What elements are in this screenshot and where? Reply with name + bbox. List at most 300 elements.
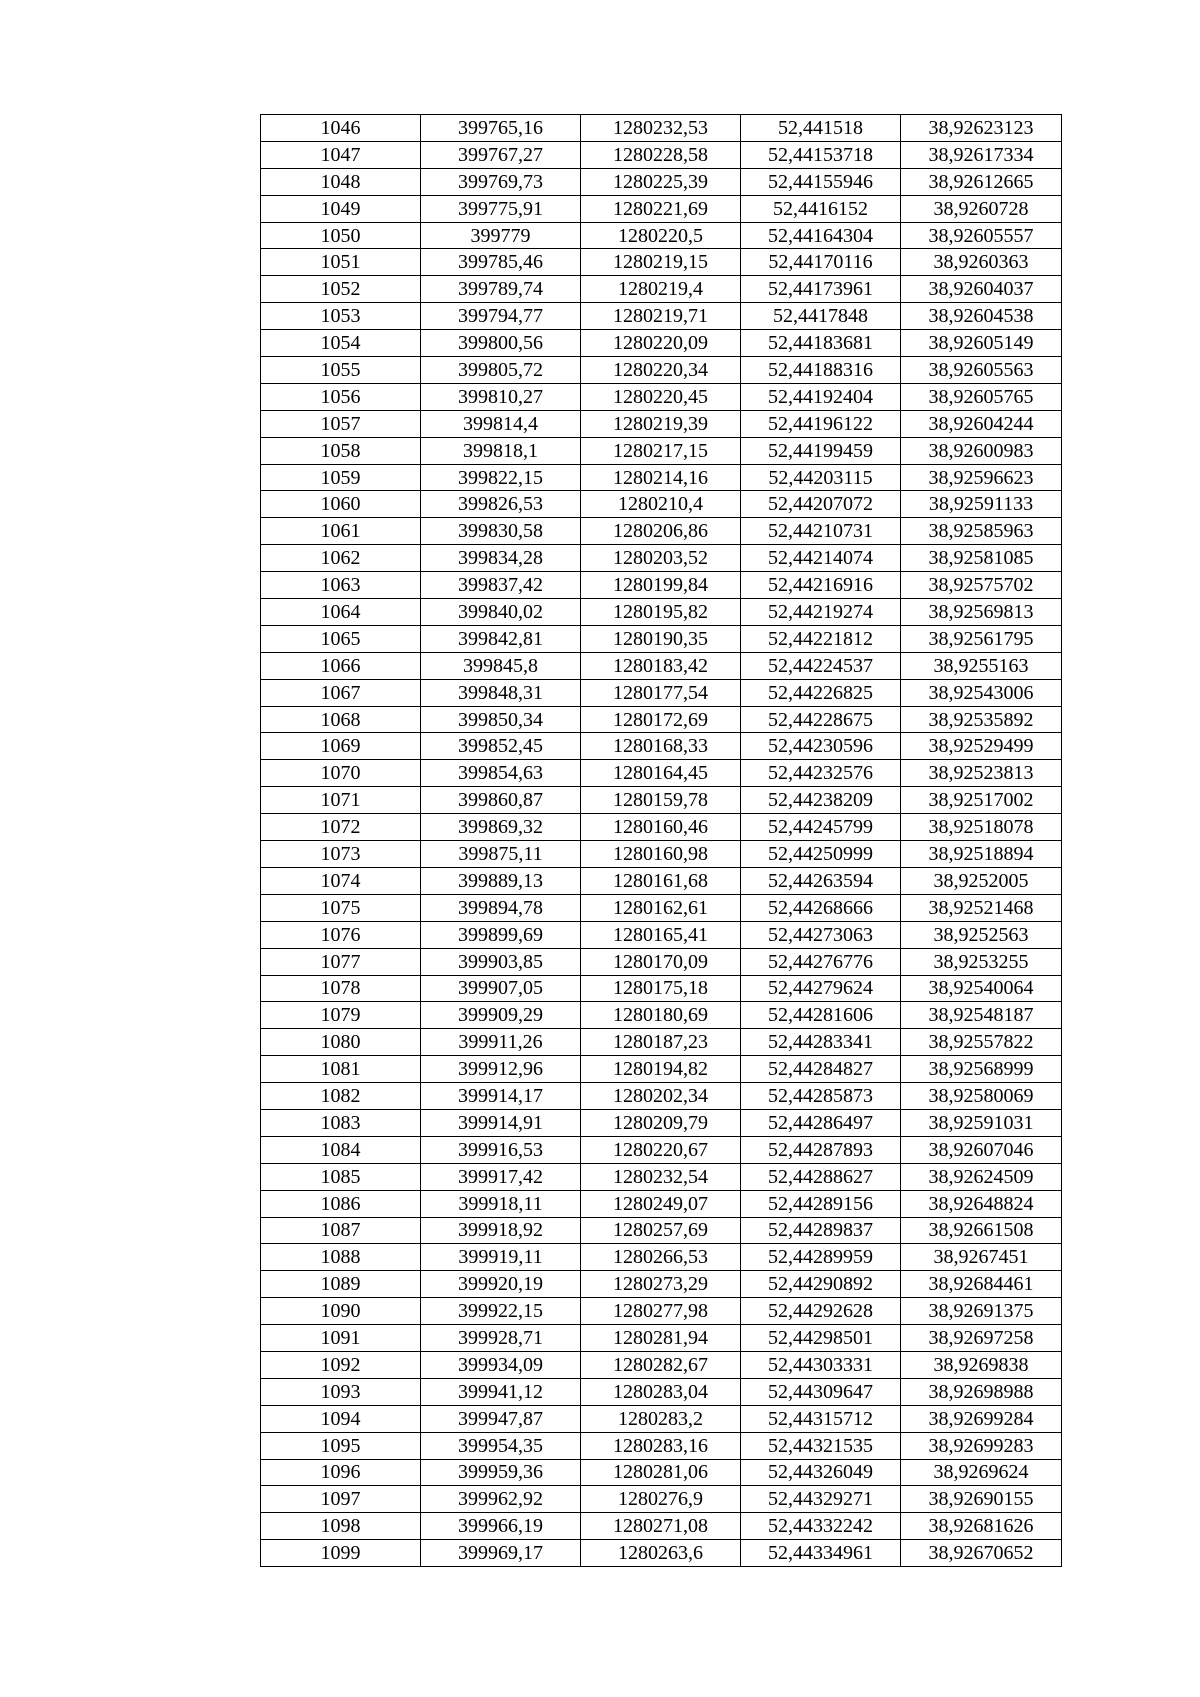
x-coordinate-cell: 399969,17 (421, 1540, 581, 1567)
latitude-cell: 52,44281606 (741, 1002, 901, 1029)
point-number-cell: 1070 (261, 760, 421, 787)
point-number-cell: 1084 (261, 1136, 421, 1163)
longitude-cell: 38,92518078 (901, 814, 1062, 841)
x-coordinate-cell: 399805,72 (421, 357, 581, 384)
y-coordinate-cell: 1280263,6 (581, 1540, 741, 1567)
table-row (261, 1163, 1062, 1190)
point-number-cell: 1047 (261, 141, 421, 168)
y-coordinate-cell: 1280281,06 (581, 1459, 741, 1486)
x-coordinate-cell: 399814,4 (421, 410, 581, 437)
y-coordinate-cell: 1280221,69 (581, 195, 741, 222)
point-number-cell: 1061 (261, 518, 421, 545)
y-coordinate-cell: 1280170,09 (581, 948, 741, 975)
y-coordinate-cell: 1280277,98 (581, 1298, 741, 1325)
table-row (261, 787, 1062, 814)
longitude-cell: 38,92691375 (901, 1298, 1062, 1325)
table-row (261, 195, 1062, 222)
x-coordinate-cell: 399920,19 (421, 1271, 581, 1298)
latitude-cell: 52,44224537 (741, 652, 901, 679)
y-coordinate-cell: 1280220,34 (581, 357, 741, 384)
y-coordinate-cell: 1280220,45 (581, 383, 741, 410)
y-coordinate-cell: 1280219,71 (581, 303, 741, 330)
table-row (261, 1083, 1062, 1110)
x-coordinate-cell: 399922,15 (421, 1298, 581, 1325)
longitude-cell: 38,92670652 (901, 1540, 1062, 1567)
table-row (261, 1244, 1062, 1271)
x-coordinate-cell: 399875,11 (421, 841, 581, 868)
x-coordinate-cell: 399840,02 (421, 599, 581, 626)
table-row (261, 867, 1062, 894)
longitude-cell: 38,92548187 (901, 1002, 1062, 1029)
longitude-cell: 38,92623123 (901, 115, 1062, 142)
latitude-cell: 52,44219274 (741, 599, 901, 626)
y-coordinate-cell: 1280164,45 (581, 760, 741, 787)
table-row (261, 437, 1062, 464)
x-coordinate-cell: 399800,56 (421, 330, 581, 357)
y-coordinate-cell: 1280159,78 (581, 787, 741, 814)
latitude-cell: 52,44292628 (741, 1298, 901, 1325)
longitude-cell: 38,92697258 (901, 1325, 1062, 1352)
y-coordinate-cell: 1280266,53 (581, 1244, 741, 1271)
longitude-cell: 38,92684461 (901, 1271, 1062, 1298)
longitude-cell: 38,9269624 (901, 1459, 1062, 1486)
point-number-cell: 1053 (261, 303, 421, 330)
point-number-cell: 1068 (261, 706, 421, 733)
latitude-cell: 52,44329271 (741, 1486, 901, 1513)
y-coordinate-cell: 1280161,68 (581, 867, 741, 894)
table-row (261, 572, 1062, 599)
x-coordinate-cell: 399769,73 (421, 168, 581, 195)
latitude-cell: 52,44285873 (741, 1083, 901, 1110)
x-coordinate-cell: 399822,15 (421, 464, 581, 491)
table-row (261, 1513, 1062, 1540)
longitude-cell: 38,92535892 (901, 706, 1062, 733)
point-number-cell: 1064 (261, 599, 421, 626)
latitude-cell: 52,44332242 (741, 1513, 901, 1540)
latitude-cell: 52,44250999 (741, 841, 901, 868)
table-row (261, 1002, 1062, 1029)
longitude-cell: 38,92557822 (901, 1029, 1062, 1056)
point-number-cell: 1055 (261, 357, 421, 384)
latitude-cell: 52,4417848 (741, 303, 901, 330)
latitude-cell: 52,44203115 (741, 464, 901, 491)
table-row (261, 679, 1062, 706)
point-number-cell: 1052 (261, 276, 421, 303)
latitude-cell: 52,44192404 (741, 383, 901, 410)
longitude-cell: 38,9267451 (901, 1244, 1062, 1271)
x-coordinate-cell: 399852,45 (421, 733, 581, 760)
table-row (261, 1405, 1062, 1432)
longitude-cell: 38,92612665 (901, 168, 1062, 195)
point-number-cell: 1073 (261, 841, 421, 868)
y-coordinate-cell: 1280283,04 (581, 1378, 741, 1405)
point-number-cell: 1092 (261, 1351, 421, 1378)
x-coordinate-cell: 399903,85 (421, 948, 581, 975)
table-row (261, 330, 1062, 357)
y-coordinate-cell: 1280282,67 (581, 1351, 741, 1378)
table-row (261, 276, 1062, 303)
x-coordinate-cell: 399789,74 (421, 276, 581, 303)
longitude-cell: 38,92568999 (901, 1056, 1062, 1083)
table-row (261, 1378, 1062, 1405)
x-coordinate-cell: 399779 (421, 222, 581, 249)
point-number-cell: 1062 (261, 545, 421, 572)
latitude-cell: 52,44263594 (741, 867, 901, 894)
table-row (261, 894, 1062, 921)
longitude-cell: 38,92699284 (901, 1405, 1062, 1432)
latitude-cell: 52,44214074 (741, 545, 901, 572)
latitude-cell: 52,44196122 (741, 410, 901, 437)
x-coordinate-cell: 399818,1 (421, 437, 581, 464)
y-coordinate-cell: 1280257,69 (581, 1217, 741, 1244)
y-coordinate-cell: 1280180,69 (581, 1002, 741, 1029)
y-coordinate-cell: 1280199,84 (581, 572, 741, 599)
point-number-cell: 1079 (261, 1002, 421, 1029)
point-number-cell: 1090 (261, 1298, 421, 1325)
latitude-cell: 52,44284827 (741, 1056, 901, 1083)
latitude-cell: 52,44155946 (741, 168, 901, 195)
point-number-cell: 1078 (261, 975, 421, 1002)
point-number-cell: 1076 (261, 921, 421, 948)
x-coordinate-cell: 399947,87 (421, 1405, 581, 1432)
point-number-cell: 1071 (261, 787, 421, 814)
latitude-cell: 52,44273063 (741, 921, 901, 948)
y-coordinate-cell: 1280283,2 (581, 1405, 741, 1432)
table-row (261, 383, 1062, 410)
x-coordinate-cell: 399934,09 (421, 1351, 581, 1378)
longitude-cell: 38,92698988 (901, 1378, 1062, 1405)
table-row (261, 625, 1062, 652)
longitude-cell: 38,92581085 (901, 545, 1062, 572)
y-coordinate-cell: 1280209,79 (581, 1109, 741, 1136)
point-number-cell: 1074 (261, 867, 421, 894)
point-number-cell: 1089 (261, 1271, 421, 1298)
latitude-cell: 52,44230596 (741, 733, 901, 760)
table-row (261, 975, 1062, 1002)
point-number-cell: 1056 (261, 383, 421, 410)
point-number-cell: 1080 (261, 1029, 421, 1056)
latitude-cell: 52,44283341 (741, 1029, 901, 1056)
longitude-cell: 38,92617334 (901, 141, 1062, 168)
x-coordinate-cell: 399845,8 (421, 652, 581, 679)
y-coordinate-cell: 1280160,46 (581, 814, 741, 841)
longitude-cell: 38,9269838 (901, 1351, 1062, 1378)
table-row (261, 921, 1062, 948)
point-number-cell: 1087 (261, 1217, 421, 1244)
table-row (261, 1029, 1062, 1056)
x-coordinate-cell: 399794,77 (421, 303, 581, 330)
latitude-cell: 52,44334961 (741, 1540, 901, 1567)
longitude-cell: 38,92518894 (901, 841, 1062, 868)
y-coordinate-cell: 1280219,15 (581, 249, 741, 276)
x-coordinate-cell: 399919,11 (421, 1244, 581, 1271)
point-number-cell: 1091 (261, 1325, 421, 1352)
y-coordinate-cell: 1280273,29 (581, 1271, 741, 1298)
latitude-cell: 52,44183681 (741, 330, 901, 357)
point-number-cell: 1083 (261, 1109, 421, 1136)
point-number-cell: 1099 (261, 1540, 421, 1567)
y-coordinate-cell: 1280219,39 (581, 410, 741, 437)
longitude-cell: 38,92596623 (901, 464, 1062, 491)
table-row (261, 706, 1062, 733)
y-coordinate-cell: 1280175,18 (581, 975, 741, 1002)
longitude-cell: 38,92648824 (901, 1190, 1062, 1217)
coordinates-table (260, 114, 1062, 1567)
table-row (261, 1486, 1062, 1513)
table-row (261, 1056, 1062, 1083)
table-row (261, 1298, 1062, 1325)
point-number-cell: 1063 (261, 572, 421, 599)
y-coordinate-cell: 1280271,08 (581, 1513, 741, 1540)
y-coordinate-cell: 1280219,4 (581, 276, 741, 303)
point-number-cell: 1069 (261, 733, 421, 760)
x-coordinate-cell: 399848,31 (421, 679, 581, 706)
longitude-cell: 38,92605563 (901, 357, 1062, 384)
latitude-cell: 52,44326049 (741, 1459, 901, 1486)
point-number-cell: 1096 (261, 1459, 421, 1486)
y-coordinate-cell: 1280283,16 (581, 1432, 741, 1459)
longitude-cell: 38,9260363 (901, 249, 1062, 276)
longitude-cell: 38,9253255 (901, 948, 1062, 975)
longitude-cell: 38,92521468 (901, 894, 1062, 921)
table-row (261, 115, 1062, 142)
y-coordinate-cell: 1280214,16 (581, 464, 741, 491)
latitude-cell: 52,44153718 (741, 141, 901, 168)
longitude-cell: 38,9255163 (901, 652, 1062, 679)
latitude-cell: 52,441518 (741, 115, 901, 142)
point-number-cell: 1094 (261, 1405, 421, 1432)
longitude-cell: 38,92605557 (901, 222, 1062, 249)
latitude-cell: 52,44276776 (741, 948, 901, 975)
point-number-cell: 1077 (261, 948, 421, 975)
point-number-cell: 1048 (261, 168, 421, 195)
y-coordinate-cell: 1280177,54 (581, 679, 741, 706)
table-row (261, 518, 1062, 545)
x-coordinate-cell: 399860,87 (421, 787, 581, 814)
x-coordinate-cell: 399775,91 (421, 195, 581, 222)
longitude-cell: 38,92661508 (901, 1217, 1062, 1244)
table-row (261, 249, 1062, 276)
longitude-cell: 38,92624509 (901, 1163, 1062, 1190)
latitude-cell: 52,44199459 (741, 437, 901, 464)
table-row (261, 814, 1062, 841)
point-number-cell: 1050 (261, 222, 421, 249)
y-coordinate-cell: 1280228,58 (581, 141, 741, 168)
longitude-cell: 38,92604538 (901, 303, 1062, 330)
longitude-cell: 38,92580069 (901, 1083, 1062, 1110)
point-number-cell: 1049 (261, 195, 421, 222)
point-number-cell: 1098 (261, 1513, 421, 1540)
table-row (261, 303, 1062, 330)
longitude-cell: 38,92540064 (901, 975, 1062, 1002)
table-row (261, 599, 1062, 626)
latitude-cell: 52,44287893 (741, 1136, 901, 1163)
longitude-cell: 38,92543006 (901, 679, 1062, 706)
longitude-cell: 38,9252005 (901, 867, 1062, 894)
y-coordinate-cell: 1280168,33 (581, 733, 741, 760)
x-coordinate-cell: 399914,91 (421, 1109, 581, 1136)
y-coordinate-cell: 1280194,82 (581, 1056, 741, 1083)
x-coordinate-cell: 399912,96 (421, 1056, 581, 1083)
x-coordinate-cell: 399941,12 (421, 1378, 581, 1405)
y-coordinate-cell: 1280220,5 (581, 222, 741, 249)
longitude-cell: 38,92607046 (901, 1136, 1062, 1163)
table-row (261, 652, 1062, 679)
table-row (261, 545, 1062, 572)
latitude-cell: 52,44164304 (741, 222, 901, 249)
table-row (261, 464, 1062, 491)
x-coordinate-cell: 399834,28 (421, 545, 581, 572)
x-coordinate-cell: 399962,92 (421, 1486, 581, 1513)
point-number-cell: 1075 (261, 894, 421, 921)
point-number-cell: 1051 (261, 249, 421, 276)
point-number-cell: 1058 (261, 437, 421, 464)
latitude-cell: 52,44232576 (741, 760, 901, 787)
x-coordinate-cell: 399767,27 (421, 141, 581, 168)
x-coordinate-cell: 399928,71 (421, 1325, 581, 1352)
y-coordinate-cell: 1280225,39 (581, 168, 741, 195)
x-coordinate-cell: 399916,53 (421, 1136, 581, 1163)
x-coordinate-cell: 399911,26 (421, 1029, 581, 1056)
table-row (261, 1136, 1062, 1163)
longitude-cell: 38,92523813 (901, 760, 1062, 787)
x-coordinate-cell: 399842,81 (421, 625, 581, 652)
longitude-cell: 38,92681626 (901, 1513, 1062, 1540)
y-coordinate-cell: 1280232,54 (581, 1163, 741, 1190)
table-row (261, 1325, 1062, 1352)
y-coordinate-cell: 1280249,07 (581, 1190, 741, 1217)
x-coordinate-cell: 399914,17 (421, 1083, 581, 1110)
x-coordinate-cell: 399959,36 (421, 1459, 581, 1486)
longitude-cell: 38,92604244 (901, 410, 1062, 437)
x-coordinate-cell: 399810,27 (421, 383, 581, 410)
x-coordinate-cell: 399837,42 (421, 572, 581, 599)
longitude-cell: 38,92690155 (901, 1486, 1062, 1513)
latitude-cell: 52,44298501 (741, 1325, 901, 1352)
point-number-cell: 1095 (261, 1432, 421, 1459)
y-coordinate-cell: 1280281,94 (581, 1325, 741, 1352)
latitude-cell: 52,44210731 (741, 518, 901, 545)
y-coordinate-cell: 1280210,4 (581, 491, 741, 518)
longitude-cell: 38,9260728 (901, 195, 1062, 222)
x-coordinate-cell: 399830,58 (421, 518, 581, 545)
longitude-cell: 38,92604037 (901, 276, 1062, 303)
latitude-cell: 52,44289837 (741, 1217, 901, 1244)
longitude-cell: 38,9252563 (901, 921, 1062, 948)
latitude-cell: 52,44268666 (741, 894, 901, 921)
table-row (261, 1351, 1062, 1378)
point-number-cell: 1054 (261, 330, 421, 357)
latitude-cell: 52,44188316 (741, 357, 901, 384)
latitude-cell: 52,44245799 (741, 814, 901, 841)
point-number-cell: 1086 (261, 1190, 421, 1217)
latitude-cell: 52,44279624 (741, 975, 901, 1002)
y-coordinate-cell: 1280165,41 (581, 921, 741, 948)
latitude-cell: 52,44288627 (741, 1163, 901, 1190)
latitude-cell: 52,44303331 (741, 1351, 901, 1378)
latitude-cell: 52,44309647 (741, 1378, 901, 1405)
y-coordinate-cell: 1280220,09 (581, 330, 741, 357)
table-row (261, 168, 1062, 195)
x-coordinate-cell: 399765,16 (421, 115, 581, 142)
latitude-cell: 52,44170116 (741, 249, 901, 276)
table-row (261, 760, 1062, 787)
latitude-cell: 52,44173961 (741, 276, 901, 303)
y-coordinate-cell: 1280195,82 (581, 599, 741, 626)
point-number-cell: 1085 (261, 1163, 421, 1190)
x-coordinate-cell: 399854,63 (421, 760, 581, 787)
latitude-cell: 52,44321535 (741, 1432, 901, 1459)
table-row (261, 1109, 1062, 1136)
table-row (261, 733, 1062, 760)
point-number-cell: 1067 (261, 679, 421, 706)
y-coordinate-cell: 1280190,35 (581, 625, 741, 652)
table-row (261, 491, 1062, 518)
y-coordinate-cell: 1280162,61 (581, 894, 741, 921)
table-row (261, 1432, 1062, 1459)
x-coordinate-cell: 399918,11 (421, 1190, 581, 1217)
latitude-cell: 52,44315712 (741, 1405, 901, 1432)
point-number-cell: 1097 (261, 1486, 421, 1513)
point-number-cell: 1066 (261, 652, 421, 679)
y-coordinate-cell: 1280232,53 (581, 115, 741, 142)
y-coordinate-cell: 1280217,15 (581, 437, 741, 464)
table-row (261, 222, 1062, 249)
longitude-cell: 38,92591031 (901, 1109, 1062, 1136)
longitude-cell: 38,92575702 (901, 572, 1062, 599)
longitude-cell: 38,92585963 (901, 518, 1062, 545)
latitude-cell: 52,44216916 (741, 572, 901, 599)
y-coordinate-cell: 1280206,86 (581, 518, 741, 545)
table-row (261, 1459, 1062, 1486)
longitude-cell: 38,92699283 (901, 1432, 1062, 1459)
point-number-cell: 1088 (261, 1244, 421, 1271)
latitude-cell: 52,44238209 (741, 787, 901, 814)
point-number-cell: 1065 (261, 625, 421, 652)
x-coordinate-cell: 399954,35 (421, 1432, 581, 1459)
table-row (261, 410, 1062, 437)
table-row (261, 948, 1062, 975)
x-coordinate-cell: 399907,05 (421, 975, 581, 1002)
x-coordinate-cell: 399894,78 (421, 894, 581, 921)
point-number-cell: 1046 (261, 115, 421, 142)
latitude-cell: 52,44207072 (741, 491, 901, 518)
longitude-cell: 38,92605149 (901, 330, 1062, 357)
y-coordinate-cell: 1280172,69 (581, 706, 741, 733)
x-coordinate-cell: 399909,29 (421, 1002, 581, 1029)
latitude-cell: 52,44221812 (741, 625, 901, 652)
longitude-cell: 38,92529499 (901, 733, 1062, 760)
table-row (261, 141, 1062, 168)
latitude-cell: 52,44286497 (741, 1109, 901, 1136)
y-coordinate-cell: 1280160,98 (581, 841, 741, 868)
longitude-cell: 38,92600983 (901, 437, 1062, 464)
table-row (261, 1271, 1062, 1298)
x-coordinate-cell: 399899,69 (421, 921, 581, 948)
table-row (261, 1190, 1062, 1217)
y-coordinate-cell: 1280183,42 (581, 652, 741, 679)
coordinates-table-body (261, 115, 1062, 1567)
x-coordinate-cell: 399918,92 (421, 1217, 581, 1244)
latitude-cell: 52,4416152 (741, 195, 901, 222)
point-number-cell: 1072 (261, 814, 421, 841)
x-coordinate-cell: 399850,34 (421, 706, 581, 733)
longitude-cell: 38,92561795 (901, 625, 1062, 652)
x-coordinate-cell: 399917,42 (421, 1163, 581, 1190)
x-coordinate-cell: 399869,32 (421, 814, 581, 841)
point-number-cell: 1059 (261, 464, 421, 491)
point-number-cell: 1081 (261, 1056, 421, 1083)
